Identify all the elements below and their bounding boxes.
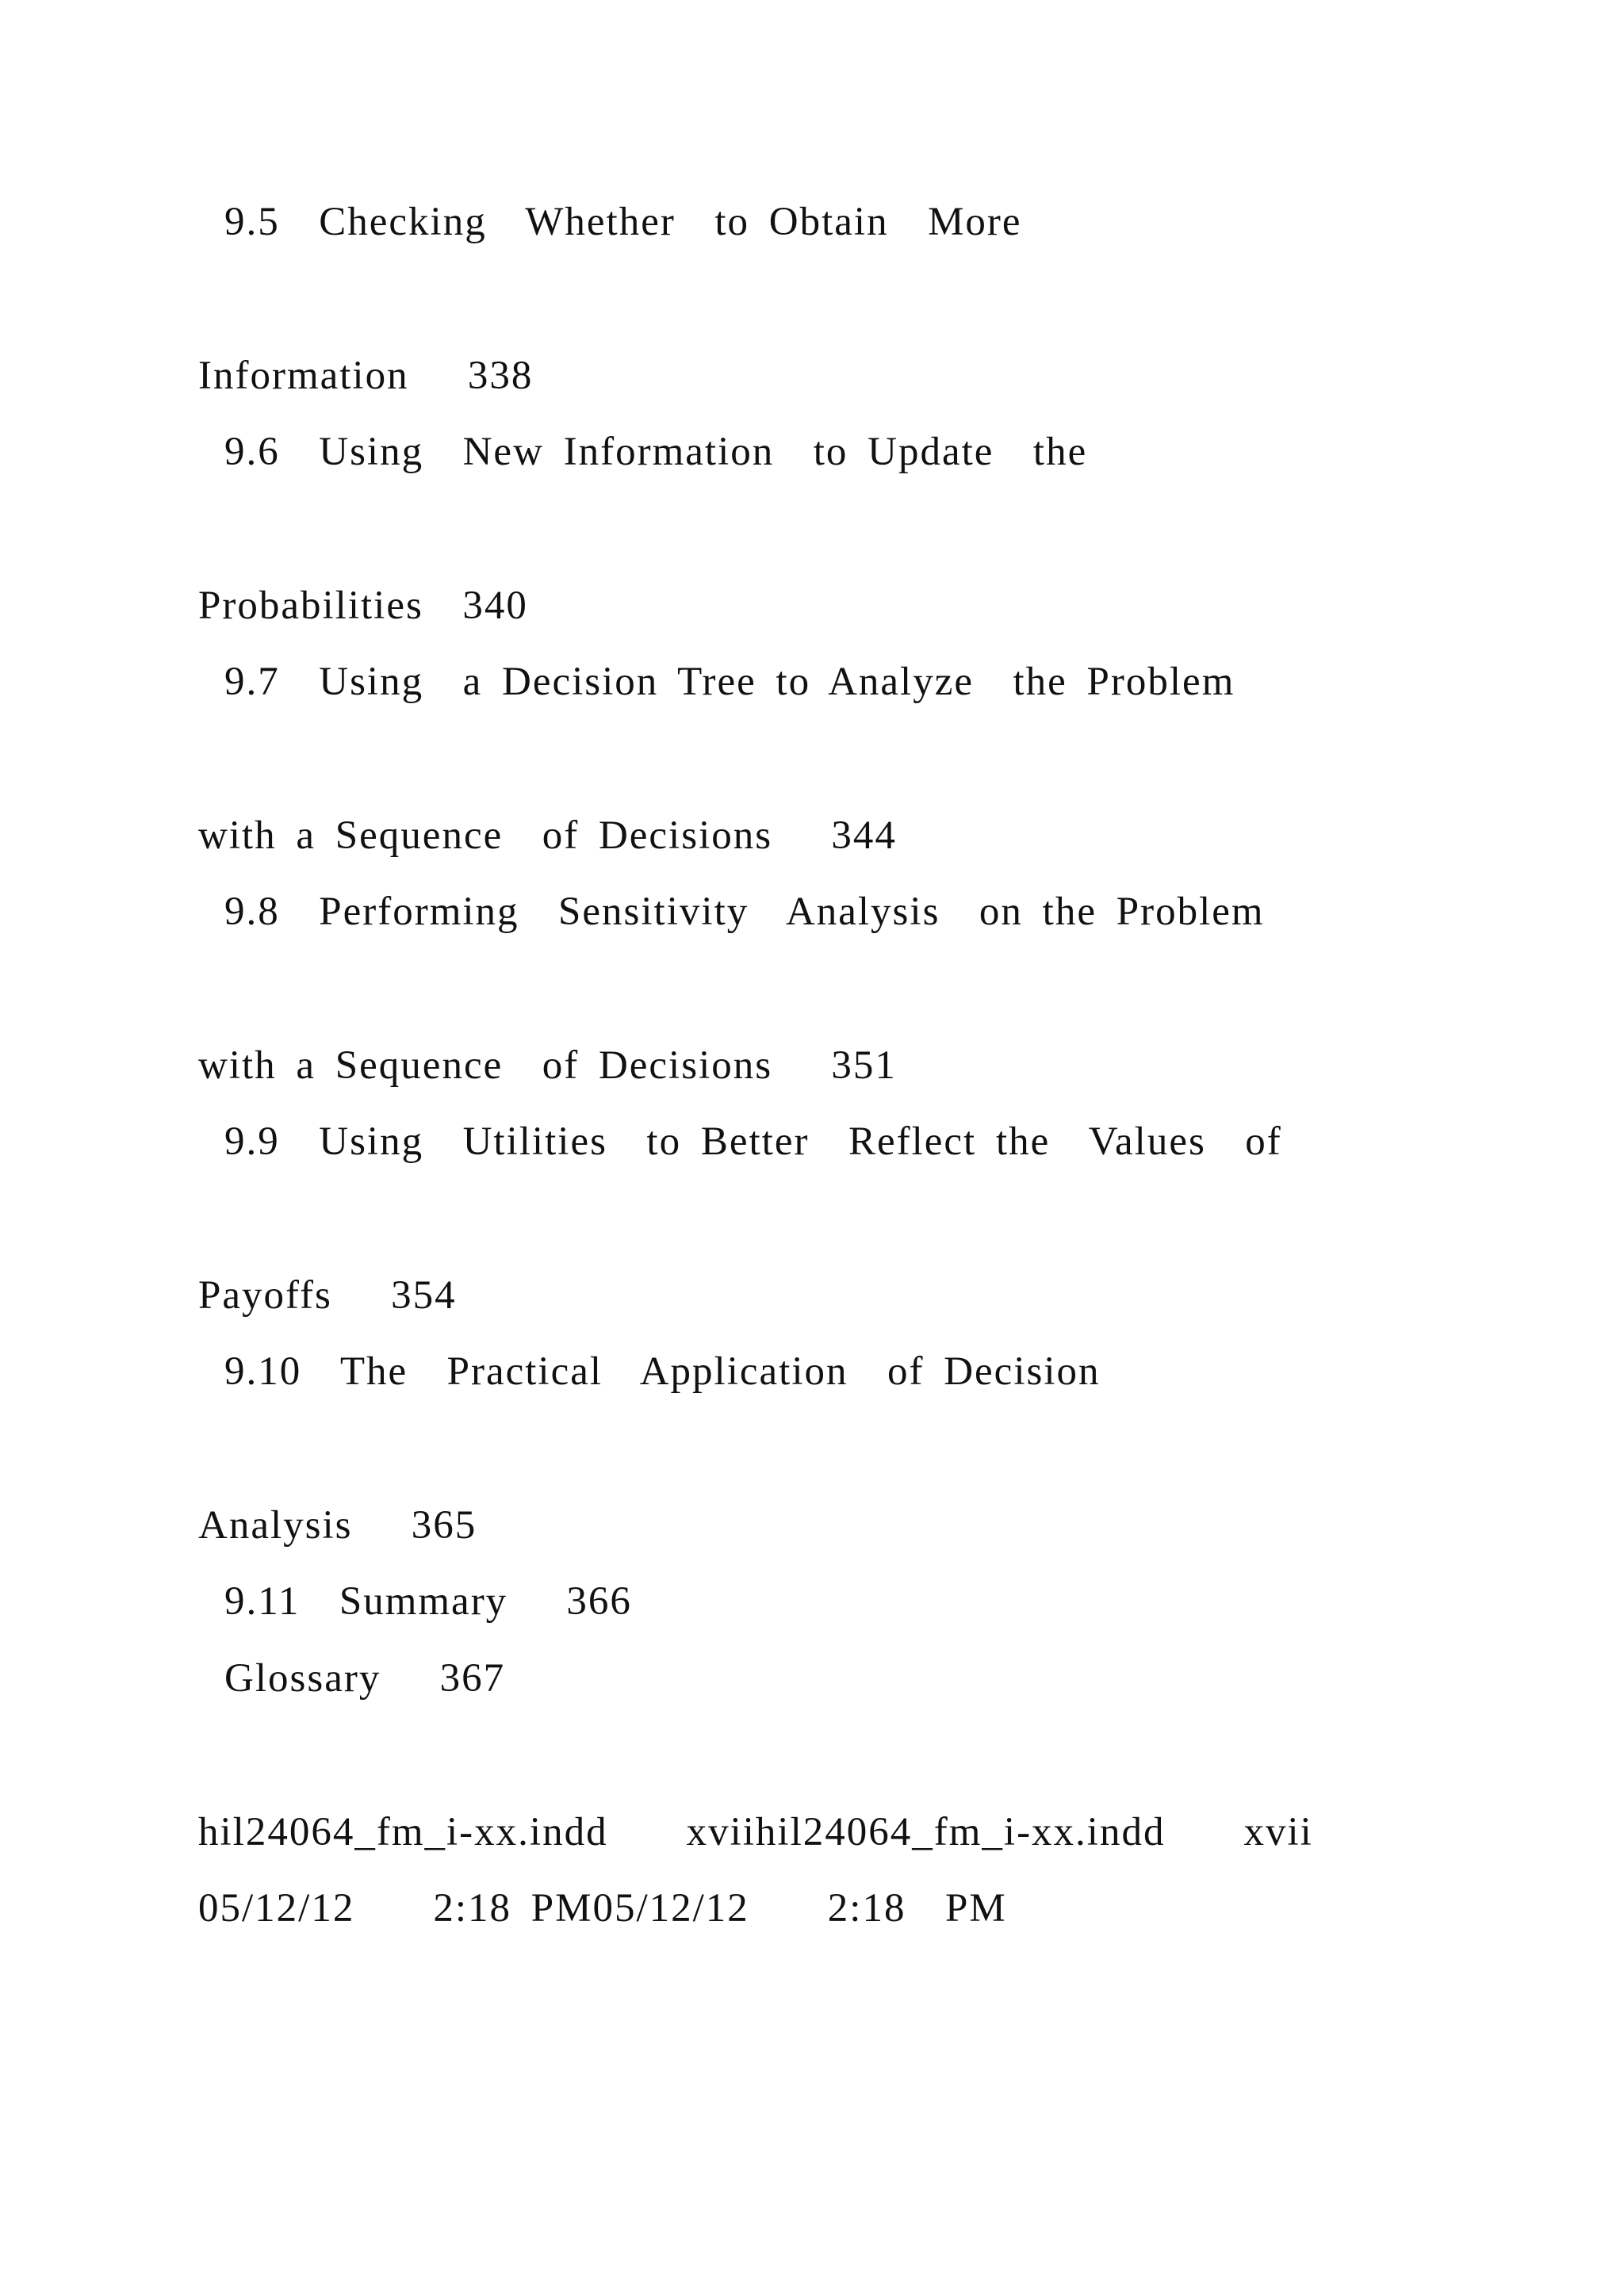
toc-entry-9-10-continued: Analysis 365 [198, 1503, 477, 1548]
toc-entry-9-11: 9.11 Summary 366 [224, 1579, 632, 1624]
toc-entry-9-8: 9.8 Performing Sensitivity Analysis on the Problem [224, 890, 1265, 934]
toc-entry-9-5-continued: Information 338 [198, 354, 534, 398]
toc-entry-9-8-continued: with a Sequence of Decisions 351 [198, 1043, 897, 1088]
file-slug-line: hil24064_fm_i-xx.indd xviihil24064_fm_i-xx.indd xvii [198, 1810, 1313, 1854]
toc-entry-9-9-continued: Payoffs 354 [198, 1273, 457, 1318]
toc-entry-9-6-continued: Probabilities 340 [198, 584, 528, 628]
toc-entry-9-9: 9.9 Using Utilities to Better Reflect the Values of [224, 1119, 1282, 1164]
toc-entry-9-5: 9.5 Checking Whether to Obtain More [224, 200, 1022, 244]
toc-entry-9-7-continued: with a Sequence of Decisions 344 [198, 813, 897, 858]
timestamp-line: 05/12/12 2:18 PM05/12/12 2:18 PM [198, 1886, 1007, 1931]
toc-entry-9-7: 9.7 Using a Decision Tree to Analyze the Problem [224, 660, 1235, 704]
toc-entry-9-10: 9.10 The Practical Application of Decision [224, 1349, 1101, 1394]
toc-entry-9-6: 9.6 Using New Information to Update the [224, 430, 1088, 474]
toc-entry-glossary: Glossary 367 [224, 1656, 506, 1701]
